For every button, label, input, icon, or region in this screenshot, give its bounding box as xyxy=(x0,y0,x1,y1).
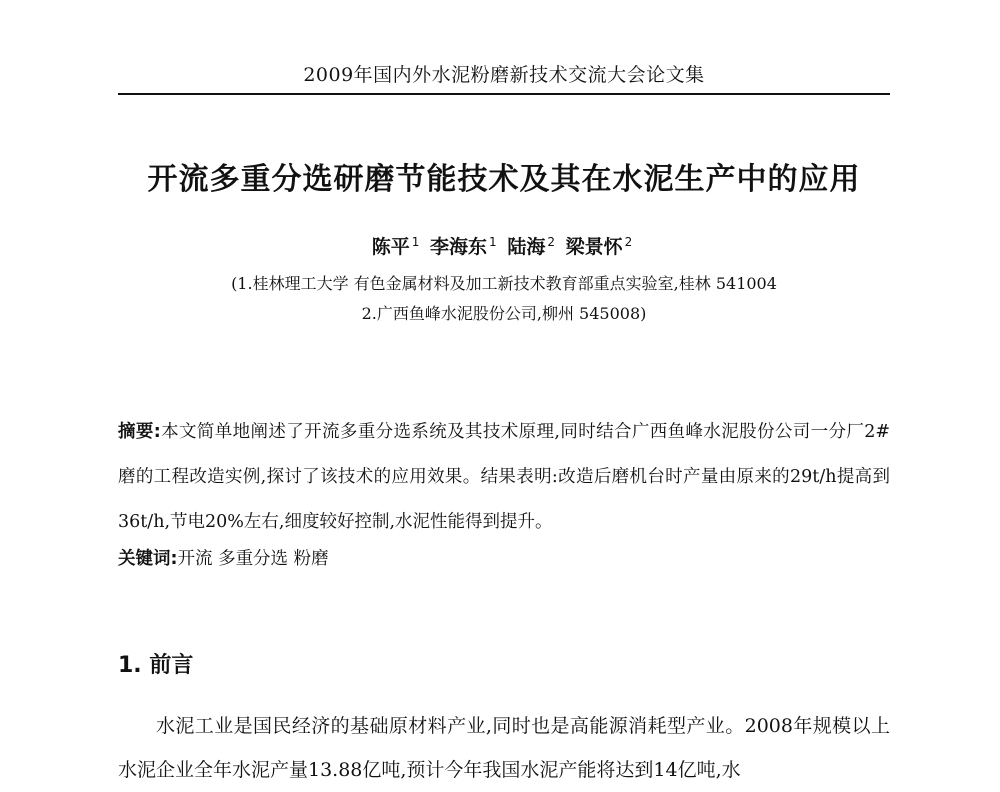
author-name: 陈平 xyxy=(371,236,410,258)
running-header: 2009年国内外水泥粉磨新技术交流大会论文集 xyxy=(303,64,705,86)
author-list xyxy=(118,232,890,259)
keywords-label: 关键词: xyxy=(118,549,178,569)
body-paragraph: 水泥工业是国民经济的基础原材料产业,同时也是高能源消耗型产业。2008年规模以上水泥企业全年水泥产量13.88亿吨,预计今年我国水泥产能将达到14亿吨,水 xyxy=(118,715,890,781)
header-rule xyxy=(118,93,890,95)
keywords xyxy=(118,545,890,570)
abstract-text: 本文简单地阐述了开流多重分选系统及其技术原理,同时结合广西鱼峰水泥股份公司一分厂2#磨的工程改造实例,探讨了该技术的应用效果。结果表明:改造后磨机台时产量由原来的29t/h提高到36t/h,节电20%左右,细度较好控制,水泥性能得到提升。 xyxy=(118,422,890,532)
author-name: 李海东 xyxy=(430,236,488,258)
author-affil-mark: 2 xyxy=(547,234,555,249)
abstract-label: 摘要: xyxy=(118,422,161,442)
abstract xyxy=(118,410,890,545)
affiliation-line-2: 2.广西鱼峰水泥股份公司,柳州 545008) xyxy=(361,304,647,323)
author-name: 陆海 xyxy=(507,236,546,258)
author-name: 梁景怀 xyxy=(565,236,623,258)
author-affil-mark: 2 xyxy=(624,234,633,249)
section-heading: 1. 前言 xyxy=(118,653,194,678)
paper-title: 开流多重分选研磨节能技术及其在水泥生产中的应用 xyxy=(147,162,861,197)
author-affil-mark: 1 xyxy=(411,234,420,249)
author-affil-mark: 1 xyxy=(489,234,497,249)
keywords-text: 开流 多重分选 粉磨 xyxy=(177,549,329,569)
affiliation-line-1: (1.桂林理工大学 有色金属材料及加工新技术教育部重点实验室,桂林 541004 xyxy=(231,274,777,293)
